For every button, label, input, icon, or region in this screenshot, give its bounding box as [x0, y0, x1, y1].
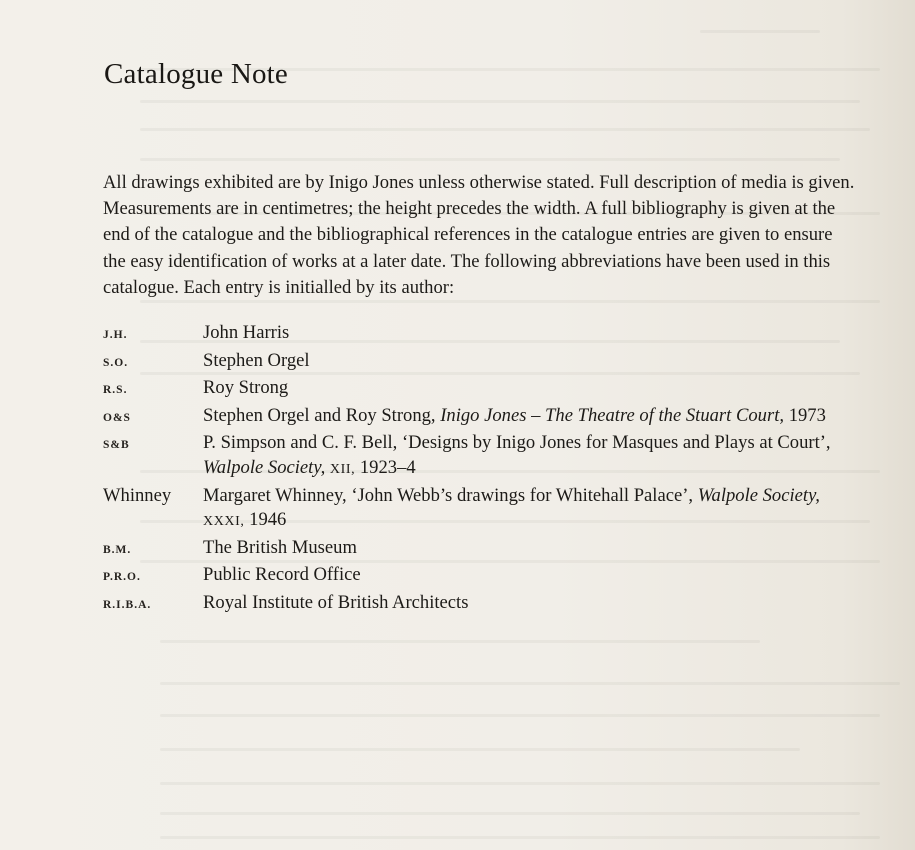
abbreviation-key: S.O. — [103, 356, 129, 369]
abbreviation-entry — [103, 591, 863, 618]
abbreviation-value: John Harris — [203, 322, 290, 343]
abbreviation-entry — [103, 484, 863, 535]
page-title: Catalogue Note — [104, 58, 288, 90]
abbreviation-value: The British Museum — [203, 536, 357, 558]
abbreviation-entry — [103, 349, 863, 376]
abbreviation-value: Stephen Orgel — [203, 349, 310, 371]
abbreviation-key: P.R.O. — [103, 571, 141, 584]
abbreviation-key: B.M. — [103, 543, 132, 556]
abbreviation-entry — [103, 404, 863, 431]
abbreviation-value: P. Simpson and C. F. Bell, ‘Designs by Inigo Jones for Masques and Plays at Court’, Walpole Society, XII, 1923–4 — [203, 432, 831, 478]
abbreviation-key: J.H. — [103, 329, 128, 341]
abbreviation-key: Whinney — [103, 484, 172, 506]
abbreviation-entry — [103, 536, 863, 563]
abbreviation-entry — [103, 321, 863, 348]
abbreviation-value: Public Record Office — [203, 564, 361, 586]
abbreviation-value: Royal Institute of British Architects — [203, 591, 469, 613]
abbreviation-key: R.I.B.A. — [103, 598, 152, 611]
abbreviation-value: Stephen Orgel and Roy Strong, Inigo Jones – The Theatre of the Stuart Court, 1973 — [203, 404, 826, 426]
abbreviation-key: S&B — [103, 439, 130, 452]
abbreviation-entry — [103, 376, 863, 403]
abbreviation-entry — [103, 431, 863, 482]
intro-paragraph: All drawings exhibited are by Inigo Jones unless otherwise stated. Full description of media is given. Measurements are in centimetres; the height precedes the width. A full bibliography is given at the end of the catalogue and the bibliographical references in the catalogue entries are given to ensure the easy identification of works at a later date. The following abbreviations have been used in this catalogue. Each entry is initialled by its author: — [103, 172, 855, 298]
abbreviation-list — [103, 321, 863, 619]
abbreviation-key: O&S — [103, 411, 131, 424]
abbreviation-entry — [103, 563, 863, 590]
abbreviation-value: Margaret Whinney, ‘John Webb’s drawings for Whitehall Palace’, Walpole Society, XXXI, 1946 — [203, 484, 820, 531]
abbreviation-value: Roy Strong — [203, 377, 289, 399]
abbreviation-key: R.S. — [103, 384, 128, 397]
